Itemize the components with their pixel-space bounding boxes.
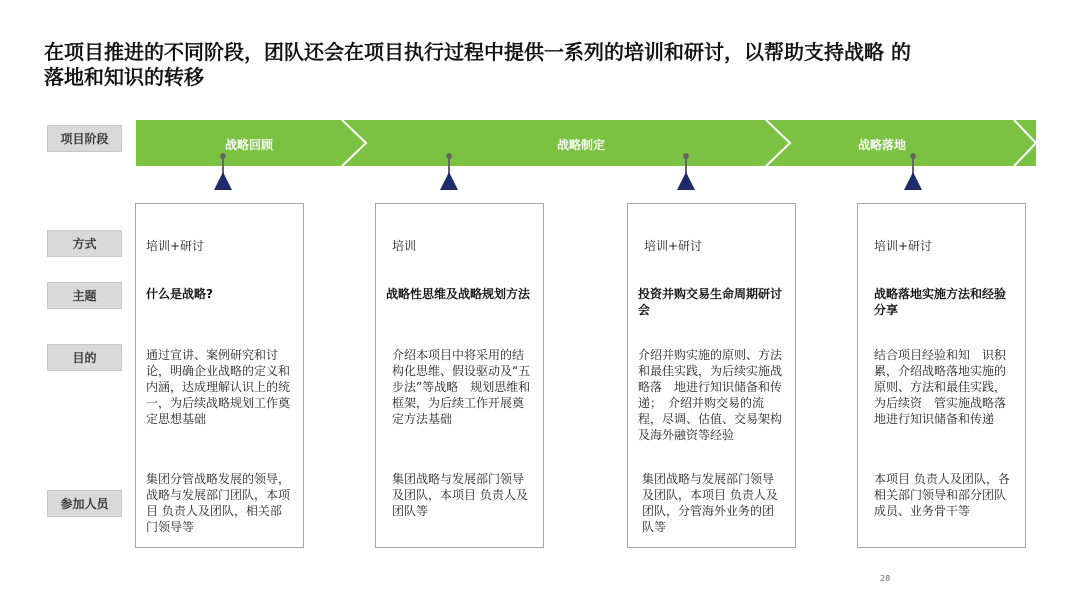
card-method: 培训+研讨 [146, 239, 205, 253]
card-purpose: 通过宣讲、案例研究和讨论，明确企业战略的定义和内涵，达成理解认识上的统一，为后续战略规划工作奠定思想基础 [146, 348, 291, 426]
card-participants: 本项目 负责人及团队，各相关部门领导和部分团队成员、业务骨干等 [874, 472, 1010, 518]
card-method: 培训+研讨 [644, 239, 703, 253]
card-ma-lifecycle [627, 203, 796, 548]
triangle-marker-2 [440, 172, 458, 190]
row-label-topic: 主题 [47, 282, 122, 309]
phase-label-review: 战略回顾 [224, 138, 274, 152]
row-label-stage: 项目阶段 [47, 125, 122, 152]
card-topic: 战略落地实施方法和经验分享 [874, 287, 1007, 317]
page-title [44, 40, 1054, 90]
row-label-purpose: 目的 [47, 344, 122, 371]
phase-label-implementation: 战略落地 [857, 138, 907, 152]
card-participants: 集团战略与发展部门领导及团队，本项目 负责人及团队等 [392, 472, 528, 518]
card-method: 培训 [392, 239, 417, 253]
triangle-marker-3 [677, 172, 695, 190]
page-number: 28 [880, 574, 891, 583]
card-purpose: 结合项目经验和知 识积累，介绍战略落地实施的原则、方法和最佳实践，为后续资 管实施战略落地进行知识储备和传递 [874, 348, 1007, 426]
triangle-marker-1 [214, 172, 232, 190]
card-purpose: 介绍并购实施的原则、方法和最佳实践，为后续实施战略落 地进行知识储备和传递； 介绍并购交易的流程，尽调、估值、交易架构及海外融资等经验 [638, 348, 783, 442]
card-purpose: 介绍本项目中将采用的结构化思维、假设驱动及“五步法”等战略 规划思维和框架，为后续工作开展奠定方法基础 [392, 348, 531, 426]
card-topic: 什么是战略? [146, 287, 213, 301]
title-line-1: 在项目推进的不同阶段，团队还会在项目执行过程中提供一系列的培训和研讨，以帮助支持战略 的 [44, 40, 911, 64]
title-line-2: 落地和知识的转移 [44, 65, 204, 89]
card-implementation [857, 203, 1026, 548]
row-label-method: 方式 [47, 230, 122, 257]
card-topic: 战略性思维及战略规划方法 [386, 287, 531, 301]
card-method: 培训+研讨 [874, 239, 933, 253]
card-strategy-review [135, 203, 304, 548]
card-participants: 集团战略与发展部门领导及团队，本项目 负责人及团队，分管海外业务的团队等 [642, 472, 778, 534]
card-topic: 投资并购交易生命周期研讨会 [638, 287, 783, 317]
triangle-marker-4 [904, 172, 922, 190]
card-strategic-thinking [375, 203, 544, 548]
row-label-participants: 参加人员 [47, 490, 122, 517]
card-participants: 集团分管战略发展的领导，战略与发展部门团队，本项目 负责人及团队，相关部门领导等 [146, 472, 291, 534]
phase-label-formulation: 战略制定 [556, 138, 606, 152]
